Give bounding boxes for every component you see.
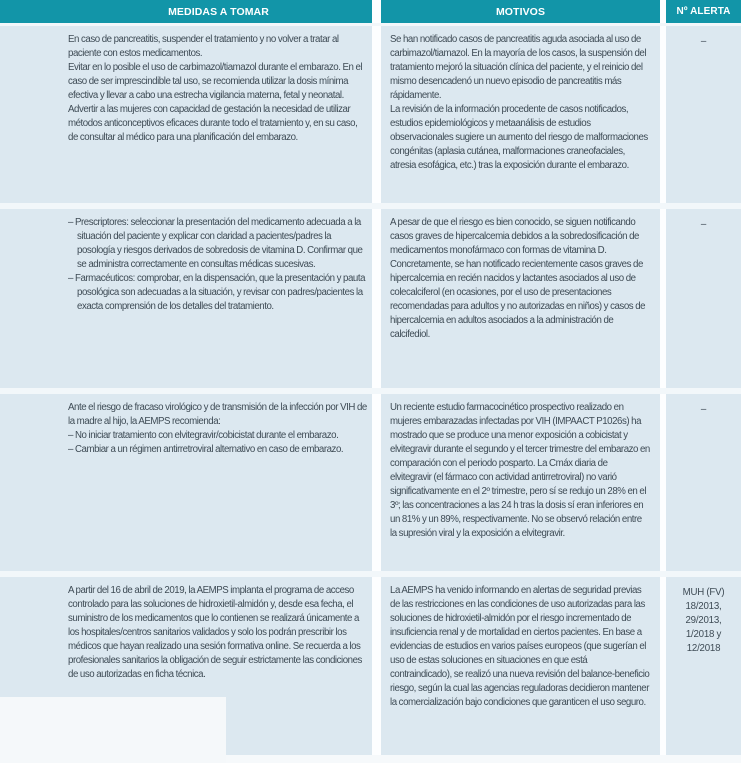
table-row-elvitegravir — [0, 394, 741, 571]
table-row-vitamina-d — [0, 209, 741, 388]
cell-alerta-row-2 — [666, 209, 741, 388]
medidas-bullet: – No iniciar tratamiento con elvitegravir/cobicistat durante el embarazo. — [68, 430, 339, 441]
motivos-paragraph: La revisión de la información procedente de casos notificados, estudios epidemiológicos y metaanálisis de estudios observacionales sugiere un aumento del riesgo de malformaciones congénitas (aplasia cutánea, malformaciones craneofaciales, atresia esofágica, etc.) tras la exposición durante el embarazo. — [390, 104, 648, 171]
alerta-value: – — [700, 219, 707, 230]
column-divider — [372, 209, 381, 388]
page-background-patch — [0, 697, 226, 763]
cell-motivos-row-2 — [381, 209, 660, 388]
cell-medidas-row-3 — [0, 394, 372, 571]
column-divider — [372, 0, 381, 23]
table-header-row — [0, 0, 741, 23]
cell-alerta-row-3 — [666, 394, 741, 571]
cell-alerta-row-1 — [666, 26, 741, 203]
alerta-value: MUH (FV) 18/2013, 29/2013, 1/2018 y 12/2018 — [682, 587, 725, 654]
column-header-alerta: Nº ALERTA — [666, 0, 741, 23]
cell-motivos-row-3 — [381, 394, 660, 571]
cell-medidas-row-2 — [0, 209, 372, 388]
medidas-paragraph: Evitar en lo posible el uso de carbimazol/tiamazol durante el embarazo. En el caso de ser imprescindible tal uso, se recomienda utilizar la dosis mínima efectiva y llevar a cabo una estrecha vigilancia materna, fetal y neonatal. — [68, 62, 363, 101]
medidas-bullet: – Cambiar a un régimen antirretroviral alternativo en caso de embarazo. — [68, 444, 344, 455]
cell-motivos-row-1 — [381, 26, 660, 203]
cell-motivos-row-4 — [381, 577, 660, 755]
cell-alerta-row-4 — [666, 577, 741, 755]
medidas-paragraph: Advertir a las mujeres con capacidad de gestación la necesidad de utilizar métodos anticonceptivos eficaces durante todo el tratamiento y, en su caso, de consultar al médico para una planificación del embarazo. — [68, 104, 358, 143]
column-divider — [372, 577, 381, 755]
cell-medidas-row-1 — [0, 26, 372, 203]
medidas-paragraph: A partir del 16 de abril de 2019, la AEMPS implanta el programa de acceso controlado para las soluciones de hidroxietil-almidón y, desde esa fecha, el suministro de los medicamentos que lo contienen se realizará únicamente a los hospitales/centros sanitarios validados y solo los podrán prescribir los médicos que hayan realizado una sesión formativa online. Se recuerda a los profesionales sanitarios la obligación de seguir estrictamente las condiciones de uso autorizadas en ficha técnica. — [68, 585, 362, 680]
medidas-paragraph: Ante el riesgo de fracaso virológico y de transmisión de la infección por VIH de la madre al hijo, la AEMPS recomienda: — [68, 402, 367, 427]
motivos-paragraph: Un reciente estudio farmacocinético prospectivo realizado en mujeres embarazadas infectadas por VIH (IMPAACT P1026s) ha mostrado que se produce una menor exposición a cobicistat y elvitegravir durante el segundo y el tercer trimestre del embarazo en comparación con el periodo posparto. La Cmáx diaria de elvitegravir (el fármaco con actividad antirretroviral) no varió significativamente en el 2º trimestre, pero sí se redujo un 28% en el 3º; las concentraciones a las 24 h tras la dosis sí eran inferiores en un 81% y un 89%, respectivamente. No se observó relación entre la supresión viral y la exposición a elvitegravir. — [390, 402, 650, 539]
alerta-value: – — [700, 36, 707, 47]
column-header-motivos: MOTIVOS — [381, 0, 660, 23]
column-divider — [372, 26, 381, 203]
table-row-carbimazol — [0, 26, 741, 203]
column-divider — [372, 394, 381, 571]
motivos-paragraph: Se han notificado casos de pancreatitis aguda asociada al uso de carbimazol/tiamazol. En la mayoría de los casos, la suspensión del tratamiento mejoró la situación clínica del paciente, y el reinicio del mismo desencadenó un nuevo episodio de pancreatitis más rápidamente. — [390, 34, 647, 101]
medidas-bullet: – Prescriptores: seleccionar la presentación del medicamento adecuada a la situación del paciente y explicar con claridad a pacientes/padres la posología y riesgos derivados de sobredosis de vitamina D. Confirmar que se administra correctamente en consultas médicas sucesivas. — [68, 217, 363, 270]
medidas-paragraph: En caso de pancreatitis, suspender el tratamiento y no volver a tratar al paciente con estos medicamentos. — [68, 34, 339, 59]
motivos-paragraph: A pesar de que el riesgo es bien conocido, se siguen notificando casos graves de hipercalcemia debidos a la sobredosificación de medicamentos monofármaco con formas de vitamina D. Concretamente, se han notificado recientemente casos graves de hipercalcemia en recién nacidos y lactantes asociados al uso de colecalciferol (en ocasiones, por el uso de presentaciones recomendadas para adultos y no autorizadas en niños) y casos de hipercalcemia en adultos asociados a la administración de calcifediol. — [390, 217, 646, 340]
column-header-medidas: MEDIDAS A TOMAR — [0, 0, 372, 23]
medidas-bullet: – Farmacéuticos: comprobar, en la dispensación, que la presentación y pauta posológica son adecuadas a la situación, y revisar con padres/pacientes la exacta comprensión de los detalles del tratamiento. — [68, 273, 366, 312]
alerta-value: – — [700, 404, 707, 415]
motivos-paragraph: La AEMPS ha venido informando en alertas de seguridad previas de las restricciones en las condiciones de uso autorizadas para las soluciones de hidroxietil-almidón por el riesgo incrementado de insuficiencia renal y de mortalidad en ciertos pacientes. En base a evidencias de estudios en varios países europeos (que sugerían el uso de estas soluciones en situaciones en que está contraindicado), se realizó una nueva revisión del balance-beneficio riesgo, según la cual las agencias reguladoras decidieron mantener la comercialización bajo condiciones que garanticen el uso seguro. — [390, 585, 650, 708]
